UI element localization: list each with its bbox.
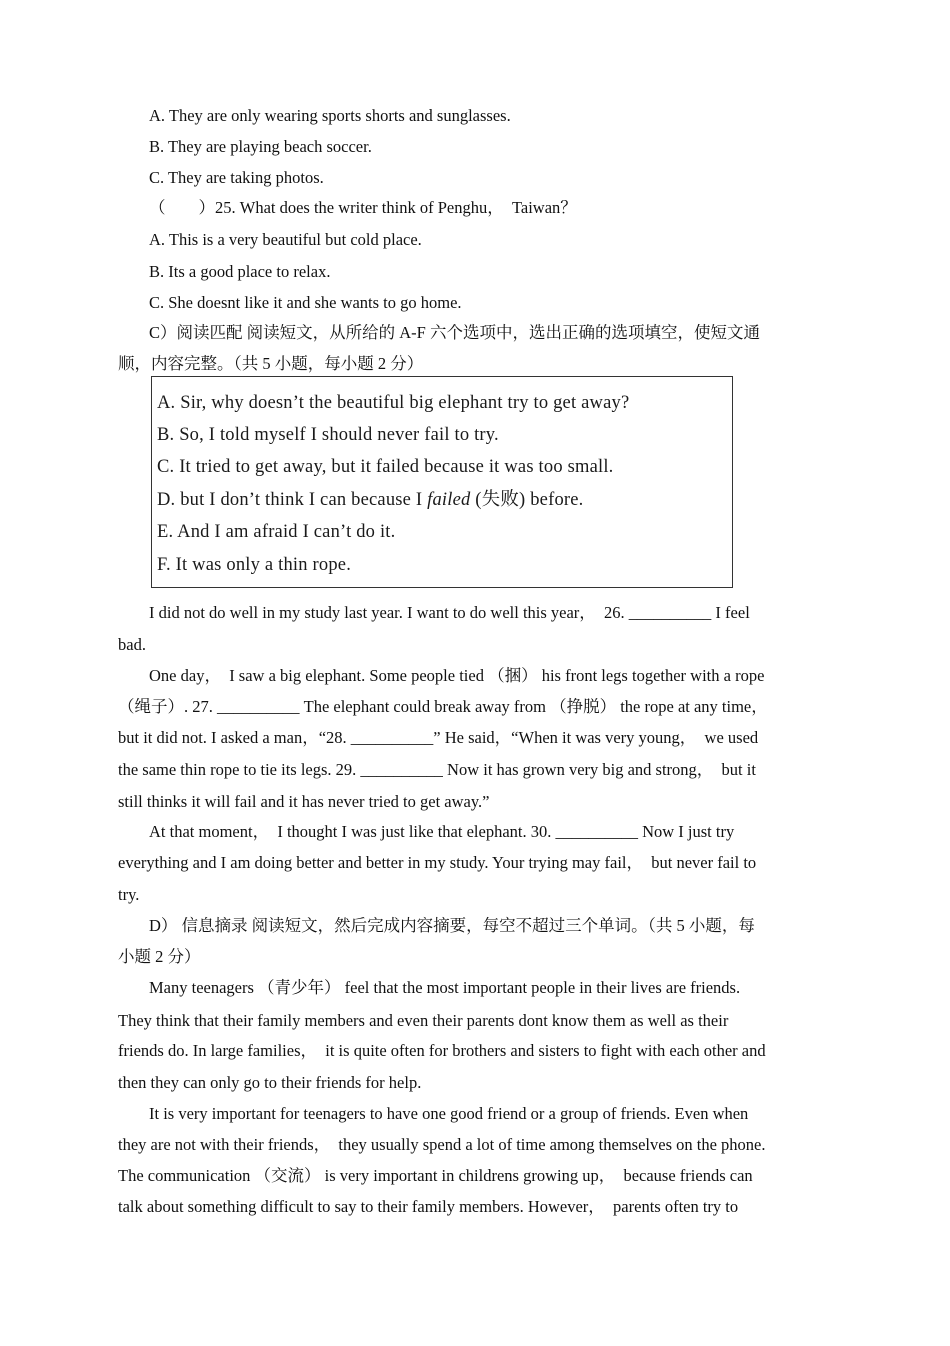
passage-c-line: I did not do well in my study last year. I want to do well this year， 26. __________ I feel xyxy=(149,603,750,622)
option-d-italic-word: failed xyxy=(427,490,471,510)
passage-d-line: Many teenagers （青少年） feel that the most important people in their lives are friends. xyxy=(149,978,741,997)
option-e: E. And I am afraid I can’t do it. xyxy=(157,522,396,542)
q25-stem: （ ）25. What does the writer think of Penghu， Taiwan？ xyxy=(149,198,577,217)
option-d-text-after: (失败) before. xyxy=(470,490,584,510)
option-a: A. Sir, why doesn’t the beautiful big elephant try to get away? xyxy=(157,393,630,413)
q25-option-b: B. Its a good place to relax. xyxy=(149,262,331,281)
passage-d-line: friends do. In large families， it is quite often for brothers and sisters to fight with each other and xyxy=(118,1041,766,1060)
option-d-text-before: D. but I don’t think I can because I xyxy=(157,490,428,510)
passage-c-line: One day， I saw a big elephant. Some people tied （捆） his front legs together with a rope xyxy=(149,666,765,685)
passage-d-line: They think that their family members and even their parents dont know them as well as their xyxy=(118,1011,729,1030)
options-box xyxy=(151,376,733,588)
q25-option-a: A. This is a very beautiful but cold place. xyxy=(149,230,422,249)
section-c-instruction-line2: 顺，内容完整。（共 5 小题，每小题 2 分） xyxy=(118,354,424,373)
q24-option-a: A. They are only wearing sports shorts and sunglasses. xyxy=(149,106,511,125)
passage-c-line: （绳子）. 27. __________ The elephant could break away from （挣脱） the rope at any time， xyxy=(118,697,768,716)
passage-c-line: the same thin rope to tie its legs. 29. __________ Now it has grown very big and strong， but it xyxy=(118,760,756,779)
option-b: B. So, I told myself I should never fail to try. xyxy=(157,425,499,445)
q24-option-b: B. They are playing beach soccer. xyxy=(149,137,372,156)
section-d-instruction-line2: 小题 2 分） xyxy=(118,947,201,966)
option-c: C. It tried to get away, but it failed because it was too small. xyxy=(157,457,614,477)
passage-c-line: everything and I am doing better and better in my study. Your trying may fail， but never fail to xyxy=(118,853,757,872)
passage-c-line: still thinks it will fail and it has never tried to get away.” xyxy=(118,792,490,811)
passage-c-line: but it did not. I asked a man，“28. __________” He said，“When it was very young， we used xyxy=(118,728,759,747)
passage-d-line: It is very important for teenagers to have one good friend or a group of friends. Even when xyxy=(149,1104,749,1123)
q25-option-c: C. She doesnt like it and she wants to go home. xyxy=(149,293,462,312)
passage-d-line: they are not with their friends， they usually spend a lot of time among themselves on the phone. xyxy=(118,1135,766,1154)
passage-c-line: At that moment， I thought I was just like that elephant. 30. __________ Now I just try xyxy=(149,822,735,841)
passage-c-line: try. xyxy=(118,885,140,904)
section-d-instruction-line1: D） 信息摘录 阅读短文，然后完成内容摘要，每空不超过三个单词。（共 5 小题，每 xyxy=(149,916,755,935)
option-f: F. It was only a thin rope. xyxy=(157,555,352,575)
passage-c-line: bad. xyxy=(118,635,146,654)
passage-d-line: The communication （交流） is very important in childrens growing up， because friends can xyxy=(118,1166,753,1185)
passage-d-line: then they can only go to their friends for help. xyxy=(118,1073,422,1092)
option-d xyxy=(157,489,584,511)
passage-d-line: talk about something difficult to say to their family members. However， parents often try to xyxy=(118,1197,739,1216)
section-c-instruction-line1: C）阅读匹配 阅读短文，从所给的 A-F 六个选项中，选出正确的选项填空，使短文通 xyxy=(149,323,760,342)
q24-option-c: C. They are taking photos. xyxy=(149,168,324,187)
